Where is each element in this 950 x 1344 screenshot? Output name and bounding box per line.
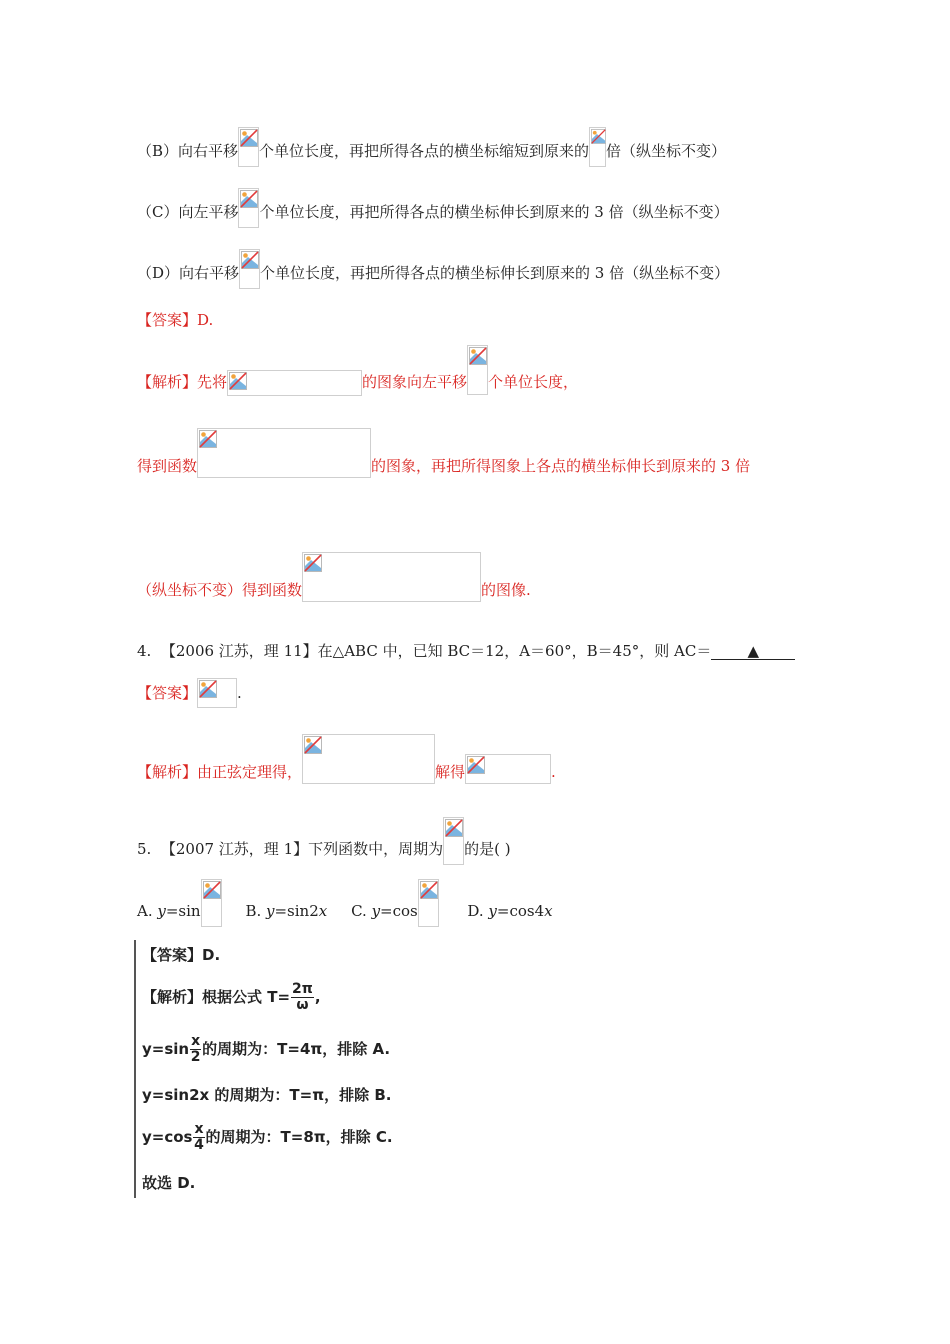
fraction: $\frac{2\pi}{\omega}$ — [292, 981, 313, 1013]
formula-image — [197, 678, 237, 708]
broken-image-icon — [199, 680, 217, 698]
analysis-3-line-1: 【解析】先将 的图象向左平移 个单位长度， — [137, 370, 578, 396]
formula-image — [302, 552, 481, 602]
question-4: 4. 【2006 江苏，理 11】在△ABC 中，已知 BC＝12，A＝60°，B＝45°，则 AC＝ ▲ — [137, 641, 795, 661]
formula-image — [418, 879, 439, 927]
formula-image — [197, 428, 371, 478]
analysis-3-line-3: （纵坐标不变）得到函数 的图像. — [137, 580, 531, 602]
formula-image — [465, 754, 551, 784]
fraction: $\frac{x}{4}$ — [194, 1121, 204, 1153]
formula-image — [238, 188, 259, 228]
broken-image-icon — [304, 736, 322, 754]
formula-image — [238, 127, 259, 167]
triangle-mark: ▲ — [747, 642, 760, 660]
solution-line-b: y=sin2x 的周期为：T=π，排除 B. — [142, 1086, 392, 1104]
answer-3: 【答案】D. — [137, 311, 214, 329]
analysis-3-line-2: 得到函数 的图象，再把所得图象上各点的横坐标伸长到原来的 3 倍 — [137, 456, 750, 478]
formula-image — [589, 127, 606, 167]
broken-image-icon — [199, 430, 217, 448]
broken-image-icon — [240, 129, 258, 147]
formula-image — [239, 249, 260, 289]
solution-formula: 【解析】根据公式 T= $\frac{2\pi}{\omega}$ , — [142, 981, 321, 1013]
broken-image-icon — [467, 756, 485, 774]
broken-image-icon — [240, 190, 258, 208]
analysis-4: 【解析】由正弦定理得， 解得 . — [137, 762, 556, 784]
solution-conclusion: 故选 D. — [142, 1174, 196, 1192]
formula-image — [201, 879, 222, 927]
question-5: 5. 【2007 江苏，理 1】下列函数中，周期为 的是( ) — [137, 835, 511, 865]
broken-image-icon — [241, 251, 259, 269]
question-5-options: A. y=sin B. y=sin2x C. y=cos D. y=cos4x — [137, 897, 553, 927]
formula-image — [467, 345, 488, 395]
option-b: （B）向右平移 个单位长度，再把所得各点的横坐标缩短到原来的 倍（纵坐标不变） — [137, 137, 726, 167]
solution-line-c: y=cos $\frac{x}{4}$ 的周期为：T=8π，排除 C. — [142, 1121, 393, 1153]
solution-line-a: y=sin $\frac{x}{2}$ 的周期为：T=4π，排除 A. — [142, 1033, 391, 1065]
solution-image — [134, 940, 436, 1198]
broken-image-icon — [591, 129, 606, 144]
broken-image-icon — [304, 554, 322, 572]
option-d: （D）向右平移 个单位长度，再把所得各点的横坐标伸长到原来的 3 倍（纵坐标不变） — [137, 259, 729, 289]
broken-image-icon — [445, 819, 463, 837]
broken-image-icon — [420, 881, 438, 899]
broken-image-icon — [469, 347, 487, 365]
formula-image — [443, 817, 464, 865]
broken-image-icon — [203, 881, 221, 899]
option-c: （C）向左平移 个单位长度，再把所得各点的横坐标伸长到原来的 3 倍（纵坐标不变） — [137, 198, 729, 228]
answer-4: 【答案】 . — [137, 680, 242, 708]
formula-image — [302, 734, 435, 784]
answer-blank — [711, 641, 795, 660]
fraction: $\frac{x}{2}$ — [190, 1033, 201, 1065]
broken-image-icon — [229, 372, 247, 390]
formula-image — [227, 370, 362, 396]
solution-answer: 【答案】D. — [142, 946, 221, 964]
